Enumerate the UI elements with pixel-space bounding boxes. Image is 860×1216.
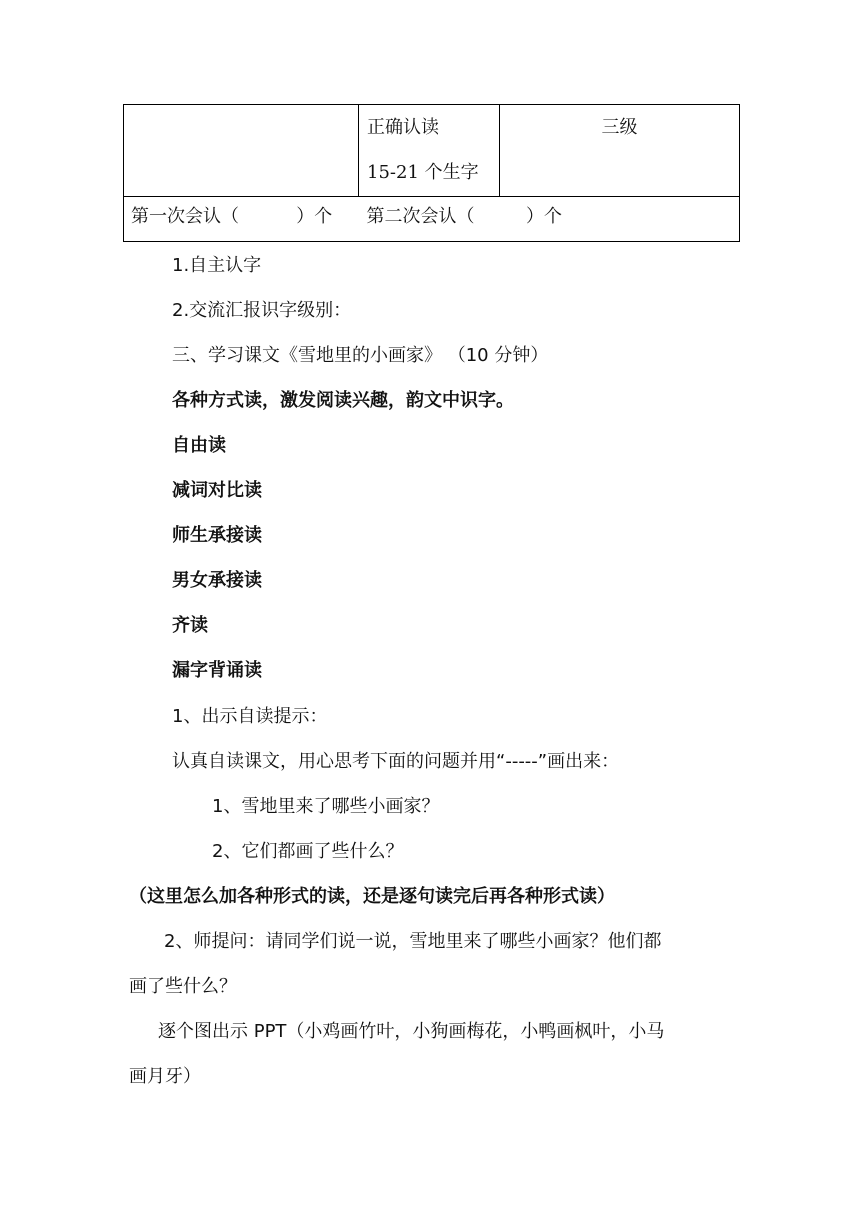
bold-text-line: 自由读: [172, 435, 226, 456]
text-line: 画了些什么？: [129, 976, 237, 997]
bold-text-line: 各种方式读，激发阅读兴趣，韵文中识字。: [172, 390, 514, 411]
section-heading: 三、学习课文《雪地里的小画家》 （10 分钟）: [172, 345, 549, 366]
text-line: 2、师提问：请同学们说一说，雪地里来了哪些小画家？他们都: [164, 931, 662, 952]
text-line: 1、出示自读提示：: [172, 706, 328, 727]
bold-text-line: 齐读: [172, 615, 208, 636]
bold-text-line: 师生承接读: [172, 525, 262, 546]
requirement-count: 15-21 个生字: [367, 162, 479, 183]
question-line: 1、雪地里来了哪些小画家？: [212, 796, 440, 817]
text-line: 逐个图出示 PPT（小鸡画竹叶，小狗画梅花，小鸭画枫叶，小马: [158, 1021, 665, 1042]
bold-text-line: 漏字背诵读: [172, 660, 262, 681]
bold-text-line: （这里怎么加各种形式的读，还是逐句读完后再各种形式读）: [129, 886, 615, 907]
text-line: 认真自读课文，用心思考下面的问题并用“-----”画出来：: [172, 751, 620, 772]
text-line: 1.自主认字: [172, 255, 262, 276]
bold-text-line: 减词对比读: [172, 480, 262, 501]
requirement-label: 正确认读: [367, 117, 439, 138]
table-cell-empty: [124, 105, 359, 197]
level-label: 三级: [601, 117, 638, 138]
recognition-count-text: 第一次会认（ ）个 第二次会认（ ）个: [131, 206, 563, 227]
table-cell-recognition-count: [124, 197, 740, 242]
text-line: 2.交流汇报识字级别：: [172, 300, 352, 321]
literacy-level-table: [123, 104, 740, 242]
table-row: [124, 105, 740, 197]
table-row: [124, 197, 740, 242]
bold-text-line: 男女承接读: [172, 570, 262, 591]
text-line: 画月牙）: [129, 1066, 201, 1087]
table-cell-requirement: [359, 105, 500, 197]
question-line: 2、它们都画了些什么？: [212, 841, 404, 862]
table-cell-level: [500, 105, 740, 197]
